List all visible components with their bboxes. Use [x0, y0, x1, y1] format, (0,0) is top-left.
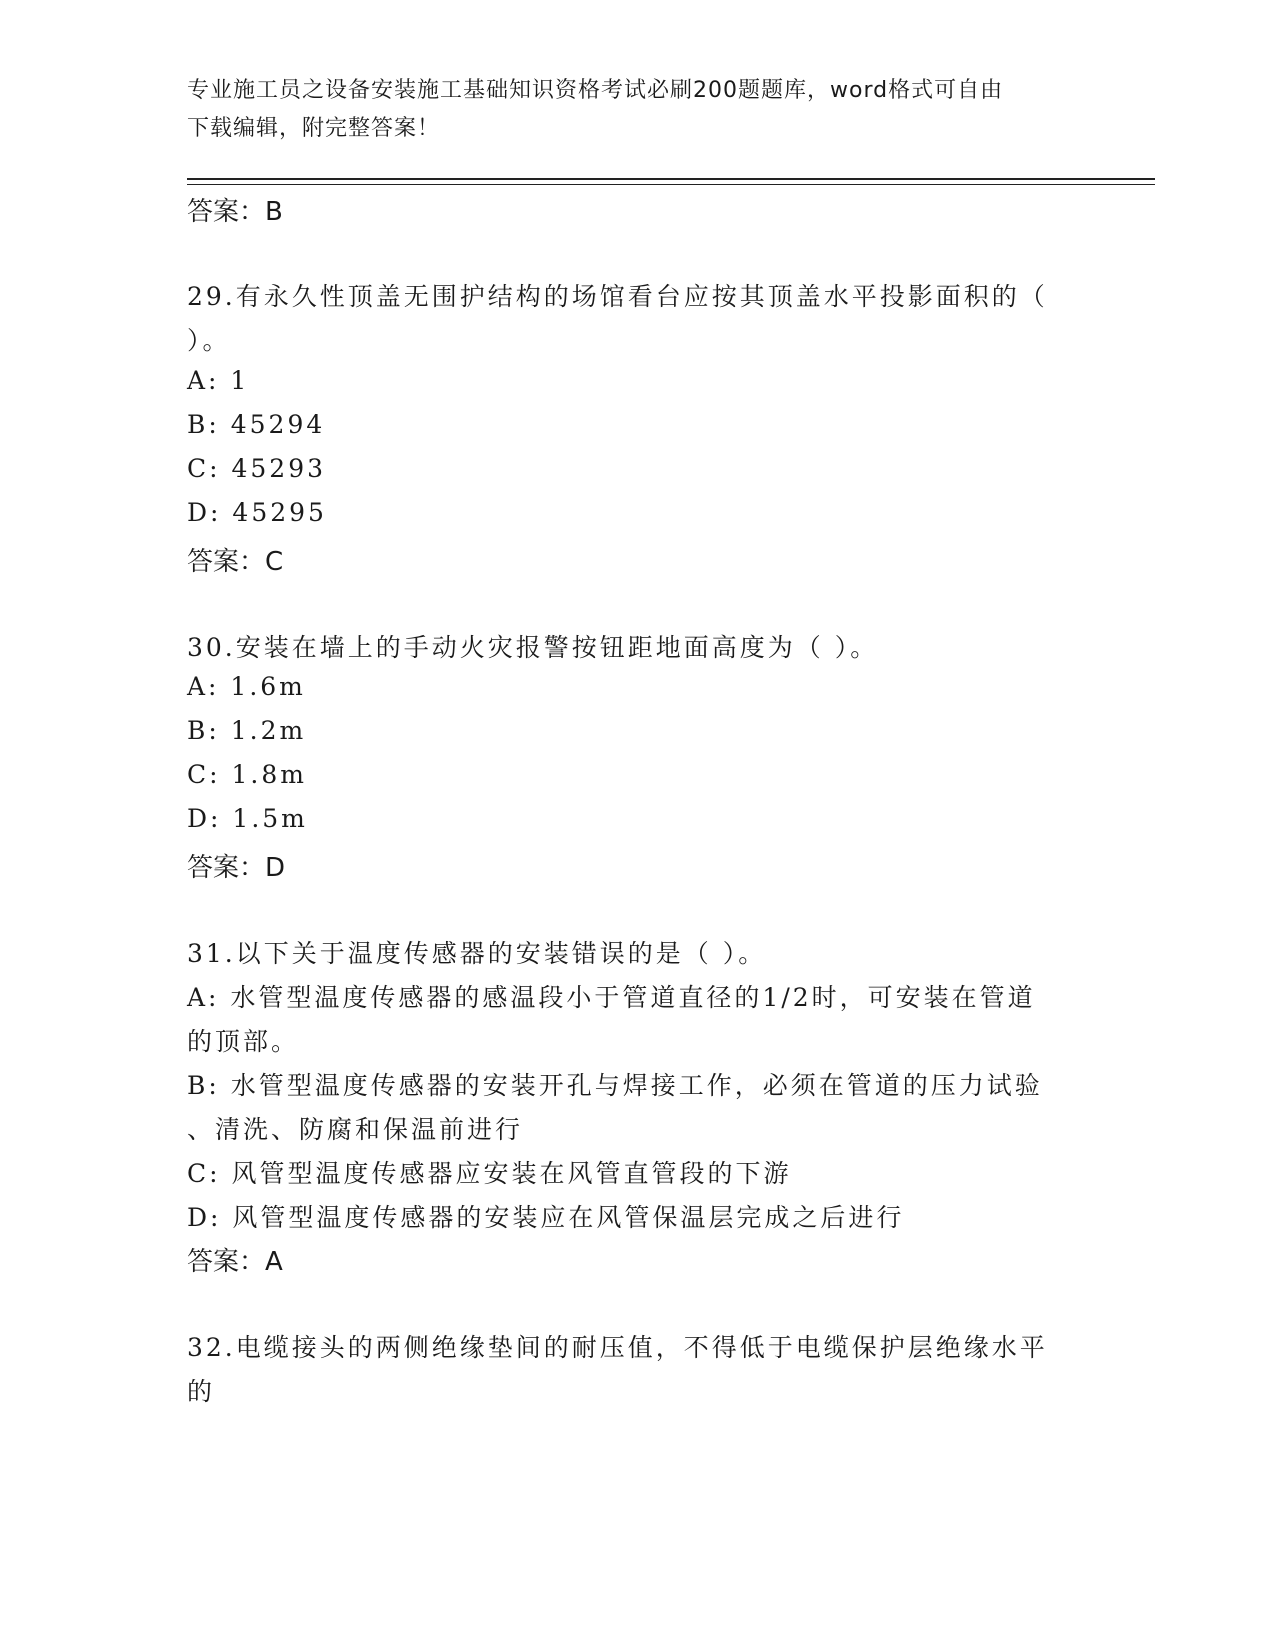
q31-answer: 答案：A [187, 1247, 283, 1277]
q29-answer: 答案：C [187, 547, 284, 577]
q30-option-b: B: 1.2m [187, 716, 307, 745]
q32-stem-line-2: 的 [187, 1377, 216, 1406]
q29-option-b: B: 45294 [187, 410, 326, 439]
document-header [187, 72, 1087, 148]
q29-stem-line-2: ）。 [187, 326, 231, 355]
q31-option-d: D: 风管型温度传感器的安装应在风管保温层完成之后进行 [187, 1203, 905, 1232]
q29-option-d: D: 45295 [187, 498, 327, 527]
q29-stem-line-1: 29.有永久性顶盖无围护结构的场馆看台应按其顶盖水平投影面积的（ [187, 282, 1048, 311]
header-rule-thick [187, 178, 1155, 180]
q31-option-a-line-2: 的顶部。 [187, 1027, 300, 1056]
header-line-2: 下载编辑，附完整答案！ [187, 116, 441, 141]
q32-stem-line-1: 32.电缆接头的两侧绝缘垫间的耐压值，不得低于电缆保护层绝缘水平 [187, 1333, 1048, 1362]
q29-option-c: C: 45293 [187, 454, 327, 483]
q31-option-b-line-2: 、清洗、防腐和保温前进行 [187, 1115, 524, 1144]
q31-stem: 31.以下关于温度传感器的安装错误的是（ ）。 [187, 939, 767, 968]
q30-stem: 30.安装在墙上的手动火灾报警按钮距地面高度为（ ）。 [187, 633, 879, 662]
header-line-1: 专业施工员之设备安装施工基础知识资格考试必刷200题题库，word格式可自由 [187, 78, 1004, 103]
q30-option-a: A: 1.6m [187, 672, 306, 701]
header-rule-thin [187, 184, 1155, 185]
q31-option-b-line-1: B: 水管型温度传感器的安装开孔与焊接工作，必须在管道的压力试验 [187, 1071, 1043, 1100]
q31-option-a-line-1: A: 水管型温度传感器的感温段小于管道直径的1/2时，可安装在管道 [187, 983, 1036, 1012]
previous-answer: 答案：B [187, 197, 283, 227]
q30-option-d: D: 1.5m [187, 804, 308, 833]
q31-option-c: C: 风管型温度传感器应安装在风管直管段的下游 [187, 1159, 792, 1188]
q29-option-a: A: 1 [187, 366, 250, 395]
q30-option-c: C: 1.8m [187, 760, 307, 789]
q30-answer: 答案：D [187, 853, 286, 883]
